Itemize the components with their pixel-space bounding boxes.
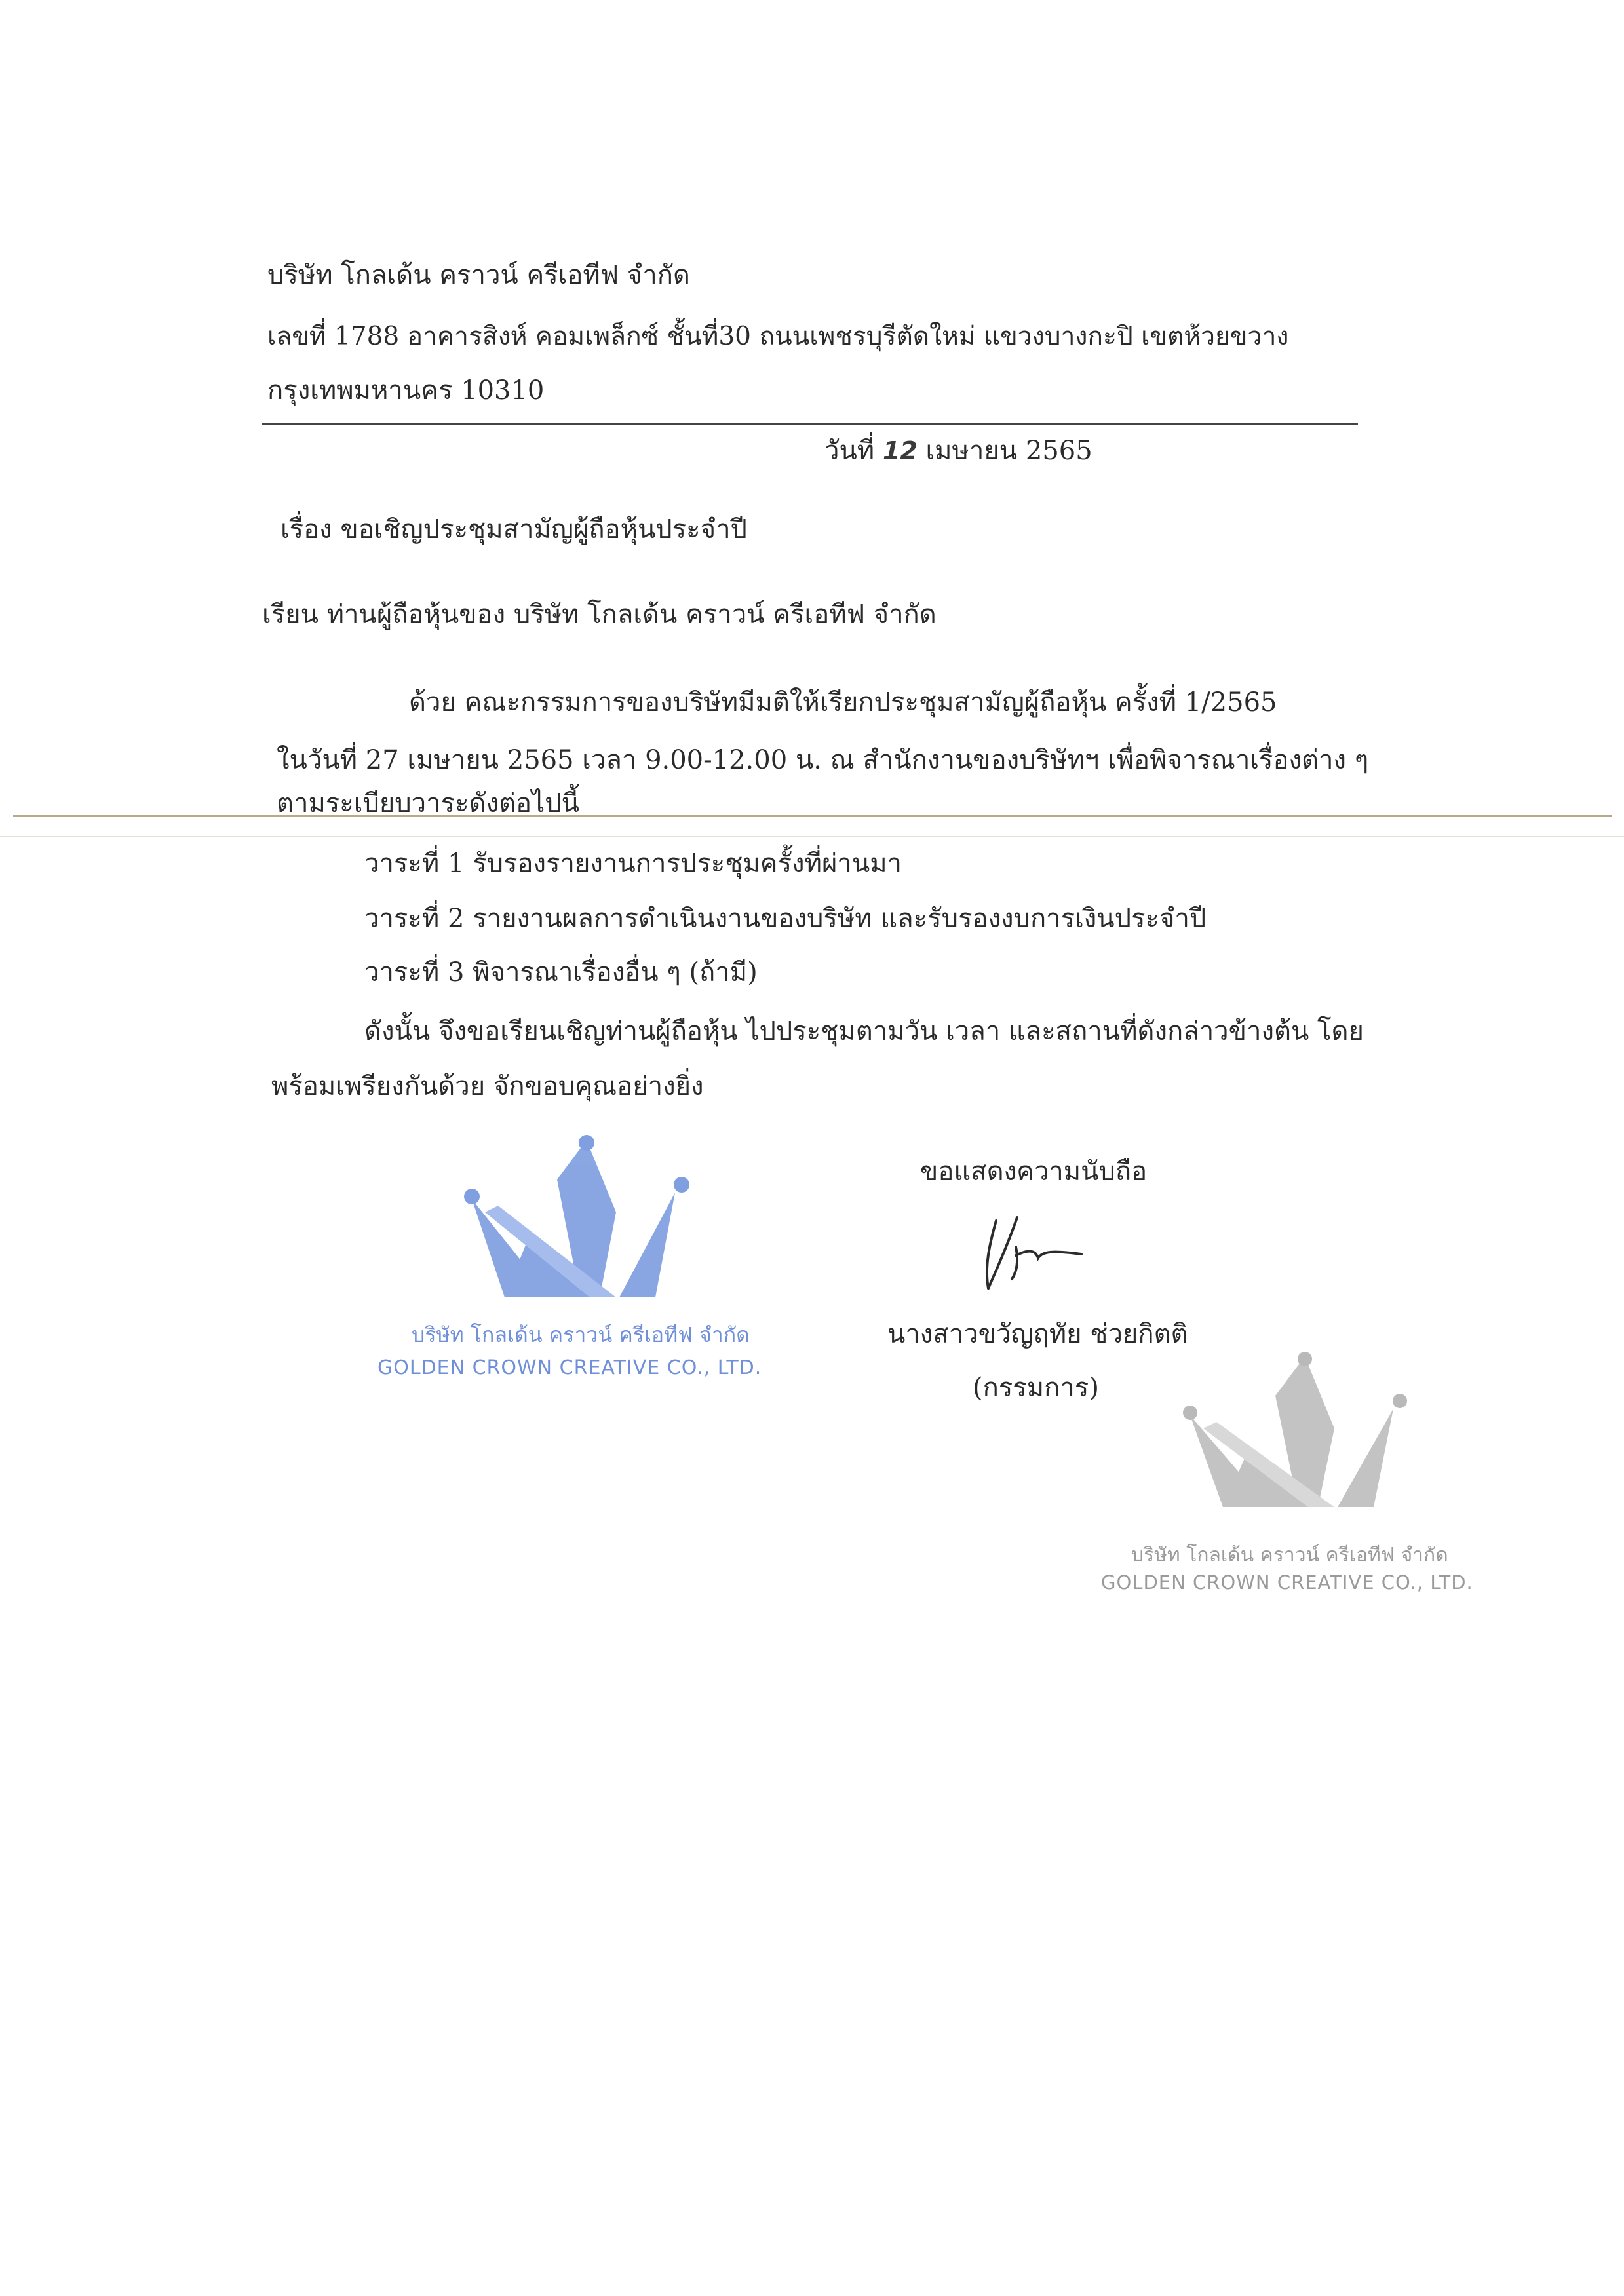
company-address-line1: เลขที่ 1788 อาคารสิงห์ คอมเพล็กซ์ ชั้นที่30 ถนนเพชรบุรีตัดใหม่ แขวงบางกะปิ เขตห้วยขวาง <box>267 322 1289 351</box>
company-name: บริษัท โกลเด้น คราวน์ ครีเอทีฟ จำกัด <box>267 260 690 290</box>
body-paragraph1-line2: ในวันที่ 27 เมษายน 2565 เวลา 9.00-12.00 น. ณ สำนักงานของบริษัทฯ เพื่อพิจารณาเรื่องต่าง ๆ <box>277 745 1369 775</box>
body-paragraph2-line1: ดังนั้น จึงขอเรียนเชิญท่านผู้ถือหุ้น ไปประชุมตามวัน เวลา และสถานที่ดังกล่าวข้างต้น โดย <box>364 1016 1364 1046</box>
company-logo-crown-grey <box>1177 1350 1426 1520</box>
scan-artifact-line <box>13 815 1612 817</box>
letter-recipient: เรียน ท่านผู้ถือหุ้นของ บริษัท โกลเด้น คราวน์ ครีเอทีฟ จำกัด <box>262 600 937 630</box>
agenda-item-1: วาระที่ 1 รับรองรายงานการประชุมครั้งที่ผ่านมา <box>364 849 902 879</box>
company-logo-crown-blue <box>459 1134 708 1311</box>
body-paragraph2-line2: พร้อมเพรียงกันด้วย จักขอบคุณอย่างยิ่ง <box>271 1071 704 1101</box>
company-address-line2: กรุงเทพมหานคร 10310 <box>267 375 545 406</box>
scan-artifact-line-faint <box>0 836 1624 837</box>
letter-date <box>824 438 1092 464</box>
logo-left-name-th: บริษัท โกลเด้น คราวน์ ครีเอทีฟ จำกัด <box>412 1322 750 1347</box>
signer-title: (กรรมการ) <box>973 1373 1099 1403</box>
date-month-year: เมษายน 2565 <box>925 436 1092 466</box>
letter-subject: เรื่อง ขอเชิญประชุมสามัญผู้ถือหุ้นประจำปี <box>280 514 747 545</box>
logo-left-name-en: GOLDEN CROWN CREATIVE CO., LTD. <box>377 1356 762 1379</box>
date-prefix: วันที่ <box>824 436 875 466</box>
body-paragraph1-line1: ด้วย คณะกรรมการของบริษัทมีมติให้เรียกประชุมสามัญผู้ถือหุ้น ครั้งที่ 1/2565 <box>409 687 1277 718</box>
closing-regards: ขอแสดงความนับถือ <box>920 1157 1148 1187</box>
logo-right-name-en: GOLDEN CROWN CREATIVE CO., LTD. <box>1101 1571 1473 1594</box>
signer-name: นางสาวขวัญฤทัย ช่วยกิตติ <box>887 1319 1188 1349</box>
body-paragraph1-line3: ตามระเบียบวาระดังต่อไปนี้ <box>277 788 579 818</box>
date-day: 12 <box>882 436 918 465</box>
handwritten-signature <box>970 1211 1088 1296</box>
letterhead-divider <box>262 423 1358 425</box>
agenda-item-3: วาระที่ 3 พิจารณาเรื่องอื่น ๆ (ถ้ามี) <box>364 957 758 987</box>
logo-right-name-th: บริษัท โกลเด้น คราวน์ ครีเอทีฟ จำกัด <box>1131 1544 1448 1567</box>
agenda-item-2: วาระที่ 2 รายงานผลการดำเนินงานของบริษัท และรับรองงบการเงินประจำปี <box>364 904 1207 934</box>
